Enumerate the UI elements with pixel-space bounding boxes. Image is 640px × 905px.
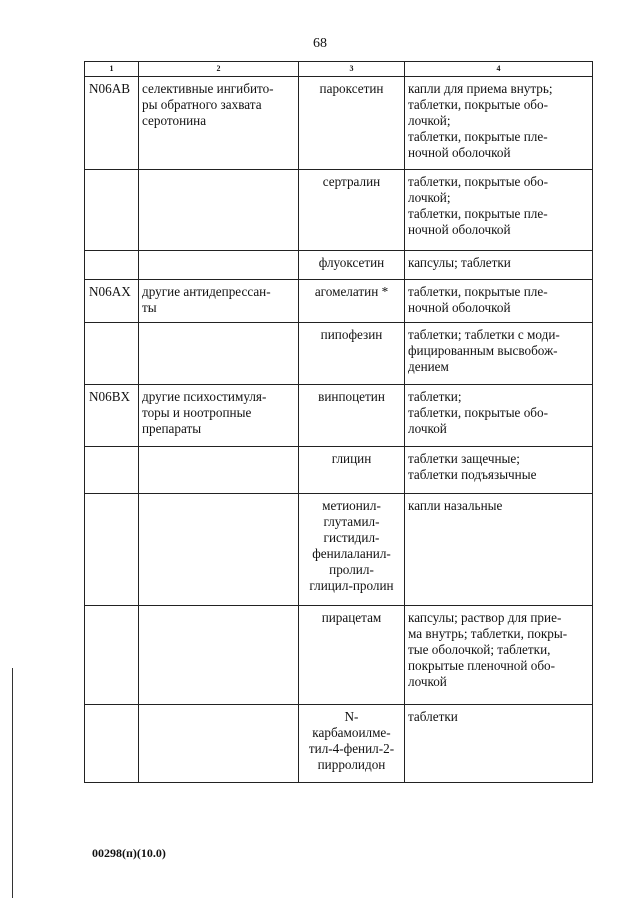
dosage-form-line: таблетки, покрытые пле-	[408, 206, 548, 221]
dosage-form-line: таблетки, покрытые обо-	[408, 174, 548, 189]
dosage-form-line: капли для приема внутрь;	[408, 81, 553, 96]
group-cell	[139, 705, 299, 783]
group-cell	[139, 280, 299, 323]
table-row	[85, 494, 593, 606]
dosage-form-line: таблетки, покрытые обо-	[408, 405, 548, 420]
drug-name-line: пролил-	[329, 562, 374, 577]
drug-name-line: тил-4-фенил-2-	[308, 741, 395, 756]
dosage-form-line: лочкой	[408, 674, 447, 689]
dosage-form-line: таблетки, покрытые пле-	[408, 284, 548, 299]
dosage-form-line: покрытые пленочной обо-	[408, 658, 556, 673]
group-line: ты	[142, 300, 157, 315]
dosage-form-cell	[405, 323, 593, 385]
drug-name-line: винпоцетин	[318, 389, 385, 404]
drug-name-cell	[299, 77, 405, 170]
dosage-form-line: фицированным высвобож-	[408, 343, 558, 358]
drug-name-line: метионил-	[322, 498, 381, 513]
table-row	[85, 606, 593, 705]
drug-name-cell	[299, 494, 405, 606]
column-number: 2	[139, 62, 299, 77]
page-number: 68	[313, 36, 327, 51]
group-cell	[139, 170, 299, 251]
atc-code-cell	[85, 494, 139, 606]
drug-name-line: пароксетин	[319, 81, 384, 96]
drug-name-cell	[299, 170, 405, 251]
dosage-form-cell	[405, 251, 593, 280]
column-number: 3	[299, 62, 405, 77]
table-row	[85, 323, 593, 385]
drug-name-line: гистидил-	[323, 530, 380, 545]
atc-code-cell	[85, 323, 139, 385]
dosage-form-cell	[405, 447, 593, 494]
drug-name-line: пирацетам	[321, 610, 382, 625]
dosage-form-line: лочкой	[408, 421, 447, 436]
drug-name-line: карбамоилме-	[312, 725, 391, 740]
atc-code-cell	[85, 170, 139, 251]
drug-name-cell	[299, 385, 405, 447]
dosage-form-line: таблетки защечные;	[408, 451, 520, 466]
drug-table	[84, 61, 593, 783]
dosage-form-line: таблетки подъязычные	[408, 467, 537, 482]
dosage-form-line: ночной оболочкой	[408, 300, 511, 315]
dosage-form-line: лочкой;	[408, 190, 451, 205]
margin-line	[12, 668, 13, 898]
dosage-form-cell	[405, 280, 593, 323]
group-line: торы и ноотропные	[142, 405, 252, 420]
atc-code-cell	[85, 606, 139, 705]
atc-code-cell	[85, 447, 139, 494]
drug-name-cell	[299, 705, 405, 783]
dosage-form-line: дением	[408, 359, 449, 374]
group-line: селективные ингибито-	[142, 81, 274, 96]
drug-name-cell	[299, 447, 405, 494]
group-cell	[139, 494, 299, 606]
dosage-form-cell	[405, 77, 593, 170]
group-cell	[139, 323, 299, 385]
dosage-form-line: таблетки; таблетки с моди-	[408, 327, 560, 342]
group-cell	[139, 77, 299, 170]
dosage-form-line: таблетки, покрытые обо-	[408, 97, 548, 112]
drug-name-line: агомелатин *	[314, 284, 389, 299]
column-number: 1	[85, 62, 139, 77]
table-row	[85, 705, 593, 783]
drug-name-line: сертралин	[322, 174, 381, 189]
table-row	[85, 251, 593, 280]
group-cell	[139, 251, 299, 280]
table-row	[85, 170, 593, 251]
dosage-form-line: тые оболочкой; таблетки,	[408, 642, 551, 657]
dosage-form-line: капсулы; таблетки	[408, 255, 511, 270]
dosage-form-line: ночной оболочкой	[408, 222, 511, 237]
group-line: другие антидепрессан-	[142, 284, 271, 299]
dosage-form-cell	[405, 606, 593, 705]
dosage-form-line: ночной оболочкой	[408, 145, 511, 160]
atc-code-cell: N06BX	[85, 385, 139, 447]
atc-code-cell	[85, 251, 139, 280]
dosage-form-line: таблетки;	[408, 389, 462, 404]
group-cell	[139, 385, 299, 447]
drug-name-cell	[299, 251, 405, 280]
group-line: ры обратного захвата	[142, 97, 262, 112]
drug-name-line: пирролидон	[317, 757, 386, 772]
drug-name-line: глицин	[331, 451, 372, 466]
group-line: серотонина	[142, 113, 207, 128]
table-body	[85, 77, 593, 783]
table-row	[85, 385, 593, 447]
dosage-form-line: таблетки	[408, 709, 458, 724]
table-row	[85, 447, 593, 494]
drug-name-line: глутамил-	[323, 514, 380, 529]
dosage-form-cell	[405, 705, 593, 783]
group-line: другие психостимуля-	[142, 389, 267, 404]
dosage-form-cell	[405, 170, 593, 251]
column-number-row	[85, 62, 593, 77]
dosage-form-line: капли назальные	[408, 498, 503, 513]
dosage-form-line: лочкой;	[408, 113, 451, 128]
drug-name-line: флуоксетин	[318, 255, 385, 270]
dosage-form-line: капсулы; раствор для прие-	[408, 610, 562, 625]
drug-name-cell	[299, 280, 405, 323]
group-line: препараты	[142, 421, 202, 436]
group-cell	[139, 606, 299, 705]
atc-code-cell: N06AX	[85, 280, 139, 323]
table-row	[85, 77, 593, 170]
document-code: 00298(п)(10.0)	[92, 846, 166, 860]
drug-name-line: N-	[344, 709, 359, 724]
table-row	[85, 280, 593, 323]
column-number: 4	[405, 62, 593, 77]
group-cell	[139, 447, 299, 494]
dosage-form-cell	[405, 385, 593, 447]
atc-code-cell	[85, 705, 139, 783]
drug-name-cell	[299, 323, 405, 385]
dosage-form-line: таблетки, покрытые пле-	[408, 129, 548, 144]
drug-name-line: глицил-пролин	[309, 578, 394, 593]
drug-name-cell	[299, 606, 405, 705]
atc-code-cell: N06AB	[85, 77, 139, 170]
drug-name-line: пипофезин	[320, 327, 383, 342]
dosage-form-line: ма внутрь; таблетки, покры-	[408, 626, 568, 641]
dosage-form-cell	[405, 494, 593, 606]
drug-name-line: фенилаланил-	[312, 546, 391, 561]
